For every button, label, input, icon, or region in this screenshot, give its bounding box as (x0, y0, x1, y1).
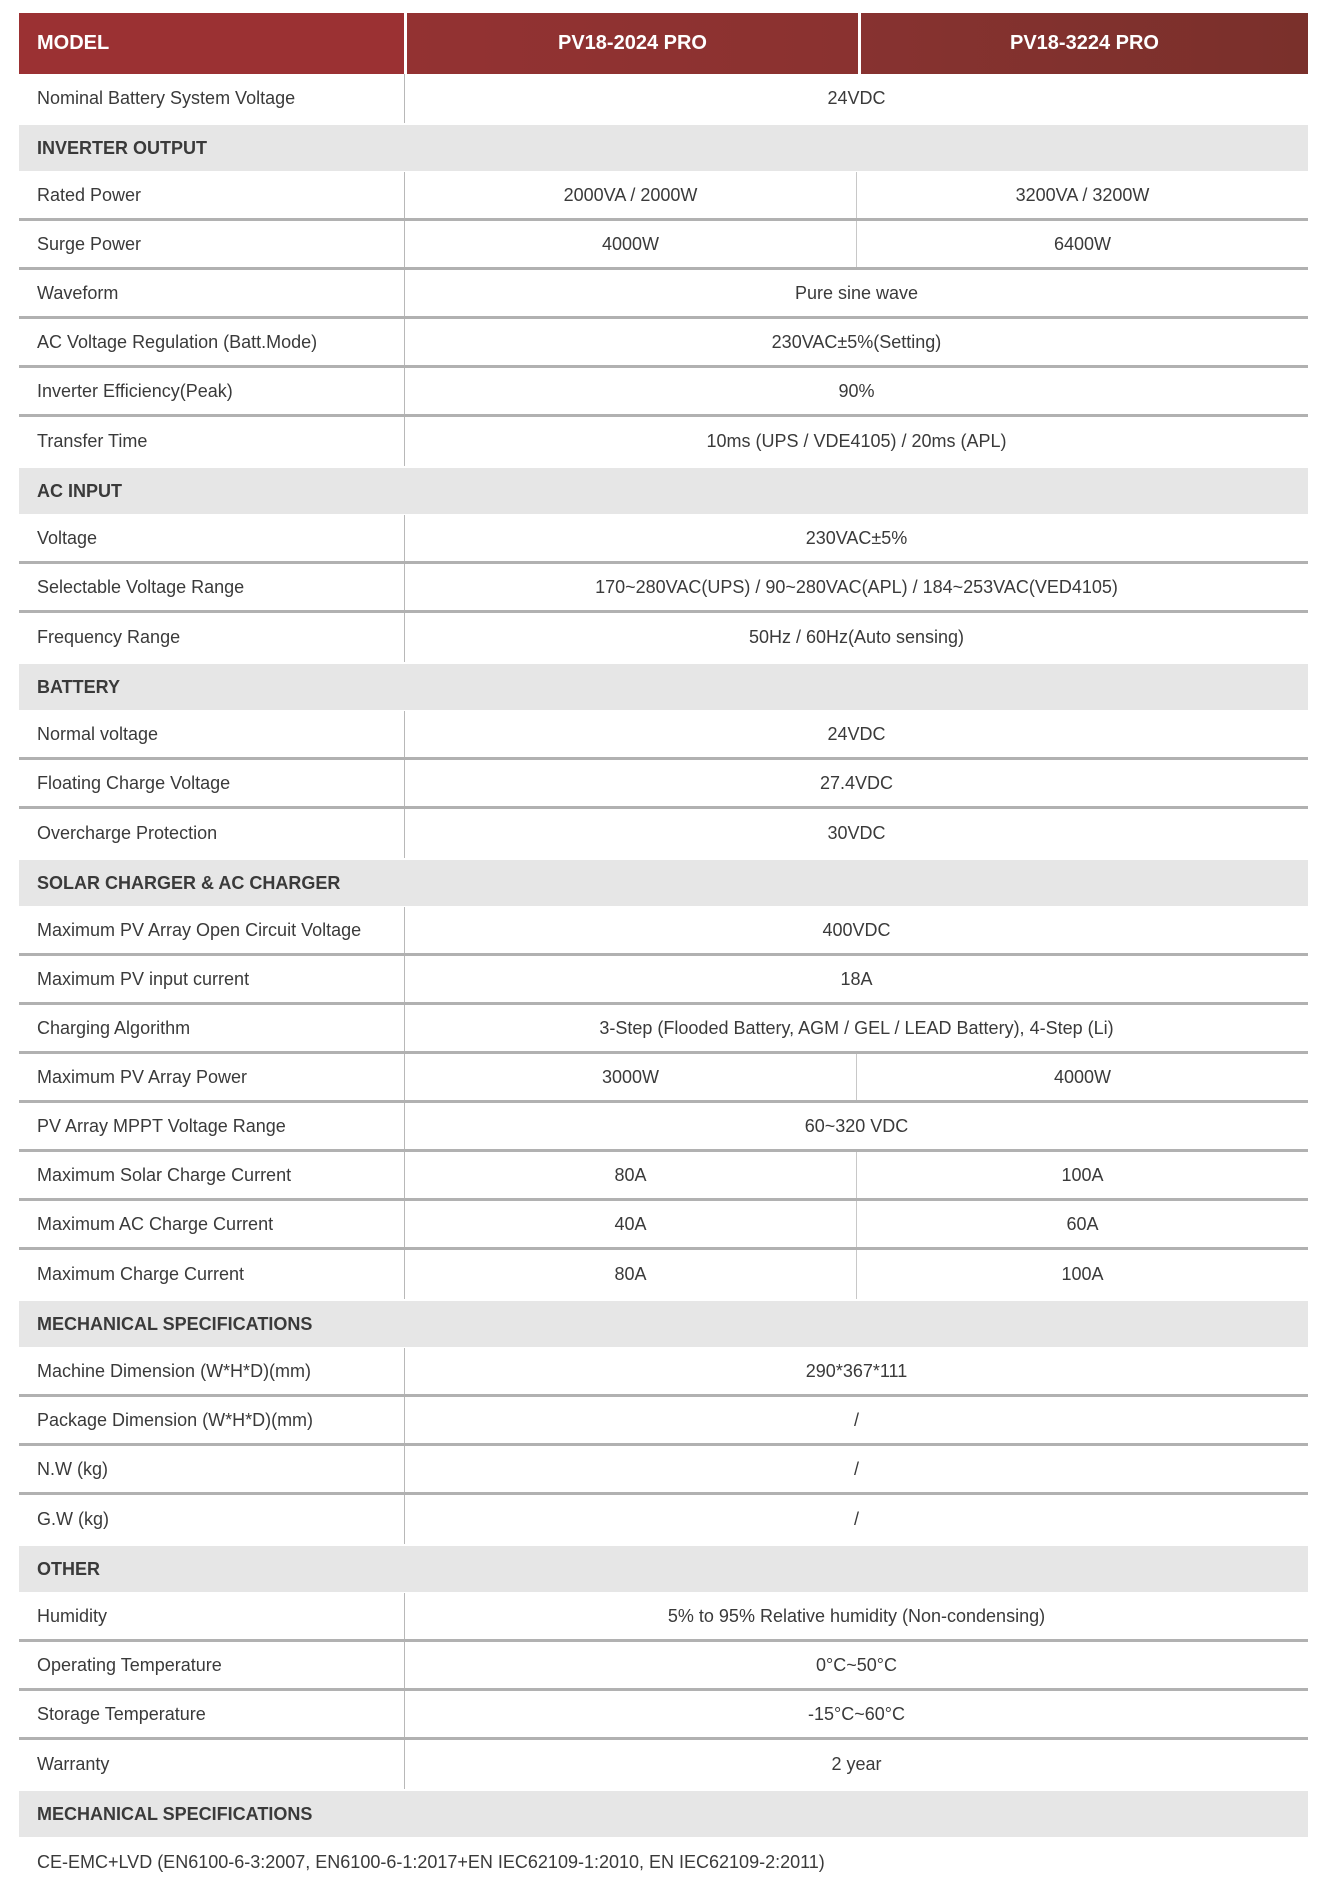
row-label: Maximum PV Array Power (19, 1054, 405, 1100)
row-label: Transfer Time (19, 417, 405, 466)
section-header: BATTERY (19, 664, 1308, 710)
row-label: Maximum PV Array Open Circuit Voltage (19, 907, 405, 953)
table-row (19, 368, 1308, 417)
row-label: Rated Power (19, 172, 405, 218)
row-label: Storage Temperature (19, 1691, 405, 1737)
section-header: MECHANICAL SPECIFICATIONS (19, 1301, 1308, 1347)
row-value: 60~320 VDC (804, 1115, 909, 1136)
row-value: 18A (840, 968, 873, 989)
row-value: 24VDC (827, 88, 886, 108)
row-label: Package Dimension (W*H*D)(mm) (19, 1397, 405, 1443)
row-label: N.W (kg) (19, 1446, 405, 1492)
row-value: / (853, 1409, 859, 1430)
model-pv18-2024-header: PV18-2024 PRO (407, 13, 858, 74)
table-row (19, 221, 1308, 270)
table-row (19, 907, 1308, 956)
table-row (19, 1250, 1308, 1299)
row-value: 30VDC (827, 823, 886, 843)
table-row (19, 1054, 1308, 1103)
row-label: G.W (kg) (19, 1495, 405, 1544)
row-label: Voltage (19, 515, 405, 561)
row-value: 2 year (831, 1754, 882, 1774)
value-pv18-3224: 3200VA / 3200W (1015, 184, 1150, 205)
row-label: Humidity (19, 1593, 405, 1639)
row-label: Charging Algorithm (19, 1005, 405, 1051)
row-label: PV Array MPPT Voltage Range (19, 1103, 405, 1149)
spec-table (19, 13, 1308, 1887)
spec-sections (19, 125, 1308, 1887)
row-value: 90% (838, 380, 875, 401)
table-row (19, 1691, 1308, 1740)
row-value: 400VDC (822, 919, 891, 940)
table-row (19, 564, 1308, 613)
row-value: 230VAC±5% (805, 527, 908, 548)
row-label: Normal voltage (19, 711, 405, 757)
row-label: Operating Temperature (19, 1642, 405, 1688)
value-pv18-2024: 2000VA / 2000W (405, 172, 857, 218)
section-header: AC INPUT (19, 468, 1308, 514)
row-value: 170~280VAC(UPS) / 90~280VAC(APL) / 184~253VAC(VED4105) (595, 576, 1118, 597)
table-row (19, 1495, 1308, 1544)
value-pv18-2024: 80A (405, 1250, 857, 1299)
section-header: MECHANICAL SPECIFICATIONS (19, 1791, 1308, 1837)
table-row (19, 172, 1308, 221)
value-pv18-3224: 60A (1066, 1213, 1099, 1234)
table-row (19, 1201, 1308, 1250)
table-row (19, 1005, 1308, 1054)
model-column-header: MODEL (19, 13, 404, 74)
row-label: Maximum Solar Charge Current (19, 1152, 405, 1198)
row-label: Inverter Efficiency(Peak) (19, 368, 405, 414)
row-value: / (853, 1458, 859, 1479)
row-value: 290*367*111 (805, 1360, 908, 1381)
row-label: Frequency Range (19, 613, 405, 662)
table-row (19, 1397, 1308, 1446)
table-row (19, 515, 1308, 564)
table-row (19, 1740, 1308, 1789)
section-header: INVERTER OUTPUT (19, 125, 1308, 171)
row-label: Waveform (19, 270, 405, 316)
row-label: Maximum AC Charge Current (19, 1201, 405, 1247)
value-pv18-3224: 100A (1061, 1264, 1104, 1284)
section-header: OTHER (19, 1546, 1308, 1592)
model-pv18-3224-header: PV18-3224 PRO (861, 13, 1308, 74)
row-label: Nominal Battery System Voltage (19, 74, 405, 123)
row-value: -15°C~60°C (808, 1703, 905, 1724)
row-label: Maximum PV input current (19, 956, 405, 1002)
value-pv18-3224: 100A (1061, 1164, 1104, 1185)
value-pv18-3224: 4000W (1053, 1066, 1112, 1087)
row-value: 50Hz / 60Hz(Auto sensing) (748, 627, 965, 647)
row-value: 0°C~50°C (816, 1654, 897, 1675)
row-value: 24VDC (827, 723, 886, 744)
row-label: Warranty (19, 1740, 405, 1789)
row-value: / (853, 1509, 859, 1529)
table-row (19, 1642, 1308, 1691)
table-row (19, 1446, 1308, 1495)
row-label: Floating Charge Voltage (19, 760, 405, 806)
section-header: SOLAR CHARGER & AC CHARGER (19, 860, 1308, 906)
table-row (19, 1103, 1308, 1152)
row-label: Surge Power (19, 221, 405, 267)
table-row (19, 1348, 1308, 1397)
row-value: 10ms (UPS / VDE4105) / 20ms (APL) (706, 431, 1007, 451)
value-pv18-2024: 80A (405, 1152, 857, 1198)
table-row (19, 809, 1308, 858)
table-row (19, 613, 1308, 662)
row-label: AC Voltage Regulation (Batt.Mode) (19, 319, 405, 365)
row-value: 27.4VDC (819, 772, 894, 793)
table-row (19, 1152, 1308, 1201)
table-row (19, 760, 1308, 809)
certification-note: CE-EMC+LVD (EN6100-6-3:2007, EN6100-6-1:2017+EN IEC62109-1:2010, EN IEC62109-2:2011) (37, 1852, 825, 1872)
row-value: 5% to 95% Relative humidity (Non-condensing) (667, 1605, 1046, 1626)
row-label: Selectable Voltage Range (19, 564, 405, 610)
value-pv18-2024: 3000W (405, 1054, 857, 1100)
table-row (19, 319, 1308, 368)
table-header (19, 13, 1308, 74)
row-label: Overcharge Protection (19, 809, 405, 858)
value-pv18-3224: 6400W (1053, 233, 1112, 254)
row-value: 230VAC±5%(Setting) (771, 331, 942, 352)
row-label: Maximum Charge Current (19, 1250, 405, 1299)
value-pv18-2024: 4000W (405, 221, 857, 267)
table-row (19, 74, 1308, 123)
table-row (19, 1593, 1308, 1642)
value-pv18-2024: 40A (405, 1201, 857, 1247)
table-row (19, 417, 1308, 466)
row-value: 3-Step (Flooded Battery, AGM / GEL / LEAD Battery), 4-Step (Li) (599, 1017, 1114, 1038)
table-row (19, 956, 1308, 1005)
row-value: Pure sine wave (794, 282, 919, 303)
table-row (19, 270, 1308, 319)
table-row (19, 711, 1308, 760)
row-label: Machine Dimension (W*H*D)(mm) (19, 1348, 405, 1394)
